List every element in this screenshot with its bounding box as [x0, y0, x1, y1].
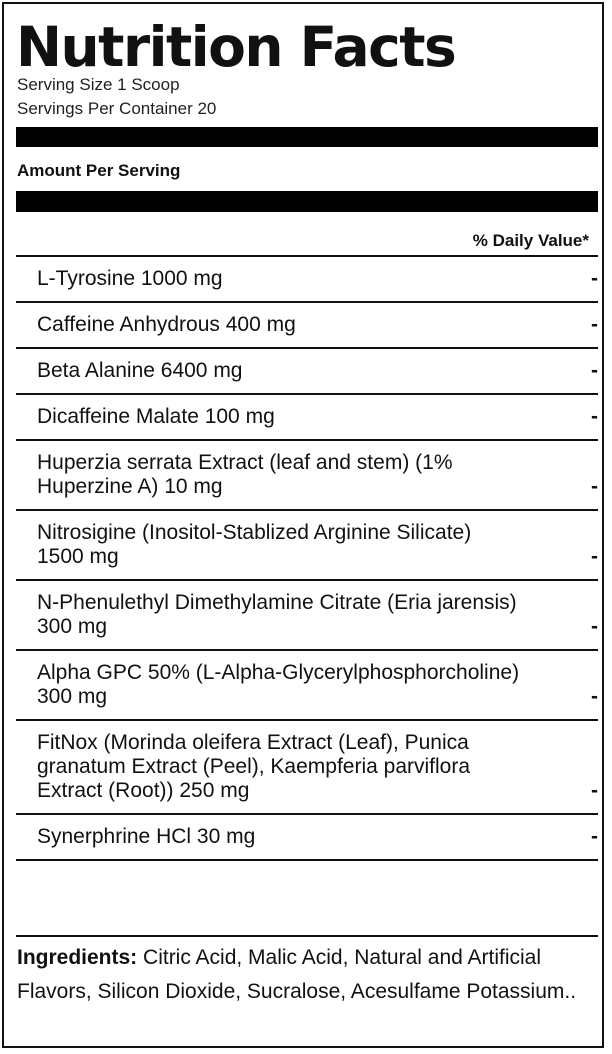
- daily-value-dash: -: [591, 615, 598, 638]
- serving-size: Serving Size 1 Scoop: [17, 75, 180, 94]
- ingredient-text: L-Tyrosine 1000 mg: [37, 267, 223, 290]
- ingredient-row: [16, 441, 598, 509]
- daily-value-dash: -: [591, 825, 598, 848]
- ingredient-text: granatum Extract (Peel), Kaempferia parviflora: [37, 755, 471, 778]
- ingredient-text: Nitrosigine (Inositol-Stablized Arginine Silicate): [37, 521, 472, 544]
- ingredients-divider: [16, 935, 598, 937]
- ingredient-text: FitNox (Morinda oleifera Extract (Leaf), Punica: [37, 731, 469, 754]
- ingredients-statement: [17, 941, 587, 1009]
- amount-per-serving-heading: Amount Per Serving: [17, 161, 181, 180]
- daily-value-dash: -: [591, 685, 598, 708]
- ingredient-text: 300 mg: [37, 685, 108, 708]
- ingredients-list: Citric Acid, Malic Acid, Natural and Artificial Flavors, Silicon Dioxide, Sucralose, Acesulfame Potassium..: [17, 946, 577, 1003]
- nutrition-facts-panel: [2, 2, 604, 1048]
- thick-divider-middle: [16, 191, 598, 212]
- ingredient-text: N-Phenulethyl Dimethylamine Citrate (Eria jarensis): [37, 591, 517, 614]
- daily-value-dash: -: [591, 545, 598, 568]
- ingredient-row: [16, 581, 598, 649]
- ingredient-text: Dicaffeine Malate 100 mg: [37, 405, 275, 428]
- ingredient-row: [16, 395, 598, 439]
- row-divider: [16, 859, 598, 861]
- daily-value-dash: -: [591, 267, 598, 290]
- daily-value-dash: -: [591, 475, 598, 498]
- ingredient-text: Caffeine Anhydrous 400 mg: [37, 313, 296, 336]
- ingredient-row: [16, 257, 598, 301]
- ingredient-row: [16, 815, 598, 859]
- ingredient-row: [16, 511, 598, 579]
- ingredient-row: [16, 303, 598, 347]
- ingredient-row: [16, 651, 598, 719]
- thick-divider-top: [16, 127, 598, 147]
- nutrition-facts-title: Nutrition Facts: [16, 15, 456, 79]
- ingredients-label: Ingredients:: [17, 946, 138, 969]
- ingredient-row: [16, 349, 598, 393]
- ingredient-row: [16, 721, 598, 813]
- daily-value-dash: -: [591, 779, 598, 802]
- daily-value-header: % Daily Value*: [472, 231, 589, 250]
- daily-value-dash: -: [591, 405, 598, 428]
- ingredient-text: Extract (Root)) 250 mg: [37, 779, 250, 802]
- daily-value-dash: -: [591, 313, 598, 336]
- servings-per-container: Servings Per Container 20: [17, 99, 217, 118]
- ingredient-text: Huperzia serrata Extract (leaf and stem) (1%: [37, 451, 453, 474]
- ingredient-text: Alpha GPC 50% (L-Alpha-Glycerylphosphorcholine): [37, 661, 520, 684]
- ingredient-text: Synerphrine HCl 30 mg: [37, 825, 256, 848]
- ingredient-text: 1500 mg: [37, 545, 119, 568]
- daily-value-dash: -: [591, 359, 598, 382]
- ingredient-text: 300 mg: [37, 615, 108, 638]
- ingredient-text: Huperzine A) 10 mg: [37, 475, 223, 498]
- ingredient-text: Beta Alanine 6400 mg: [37, 359, 243, 382]
